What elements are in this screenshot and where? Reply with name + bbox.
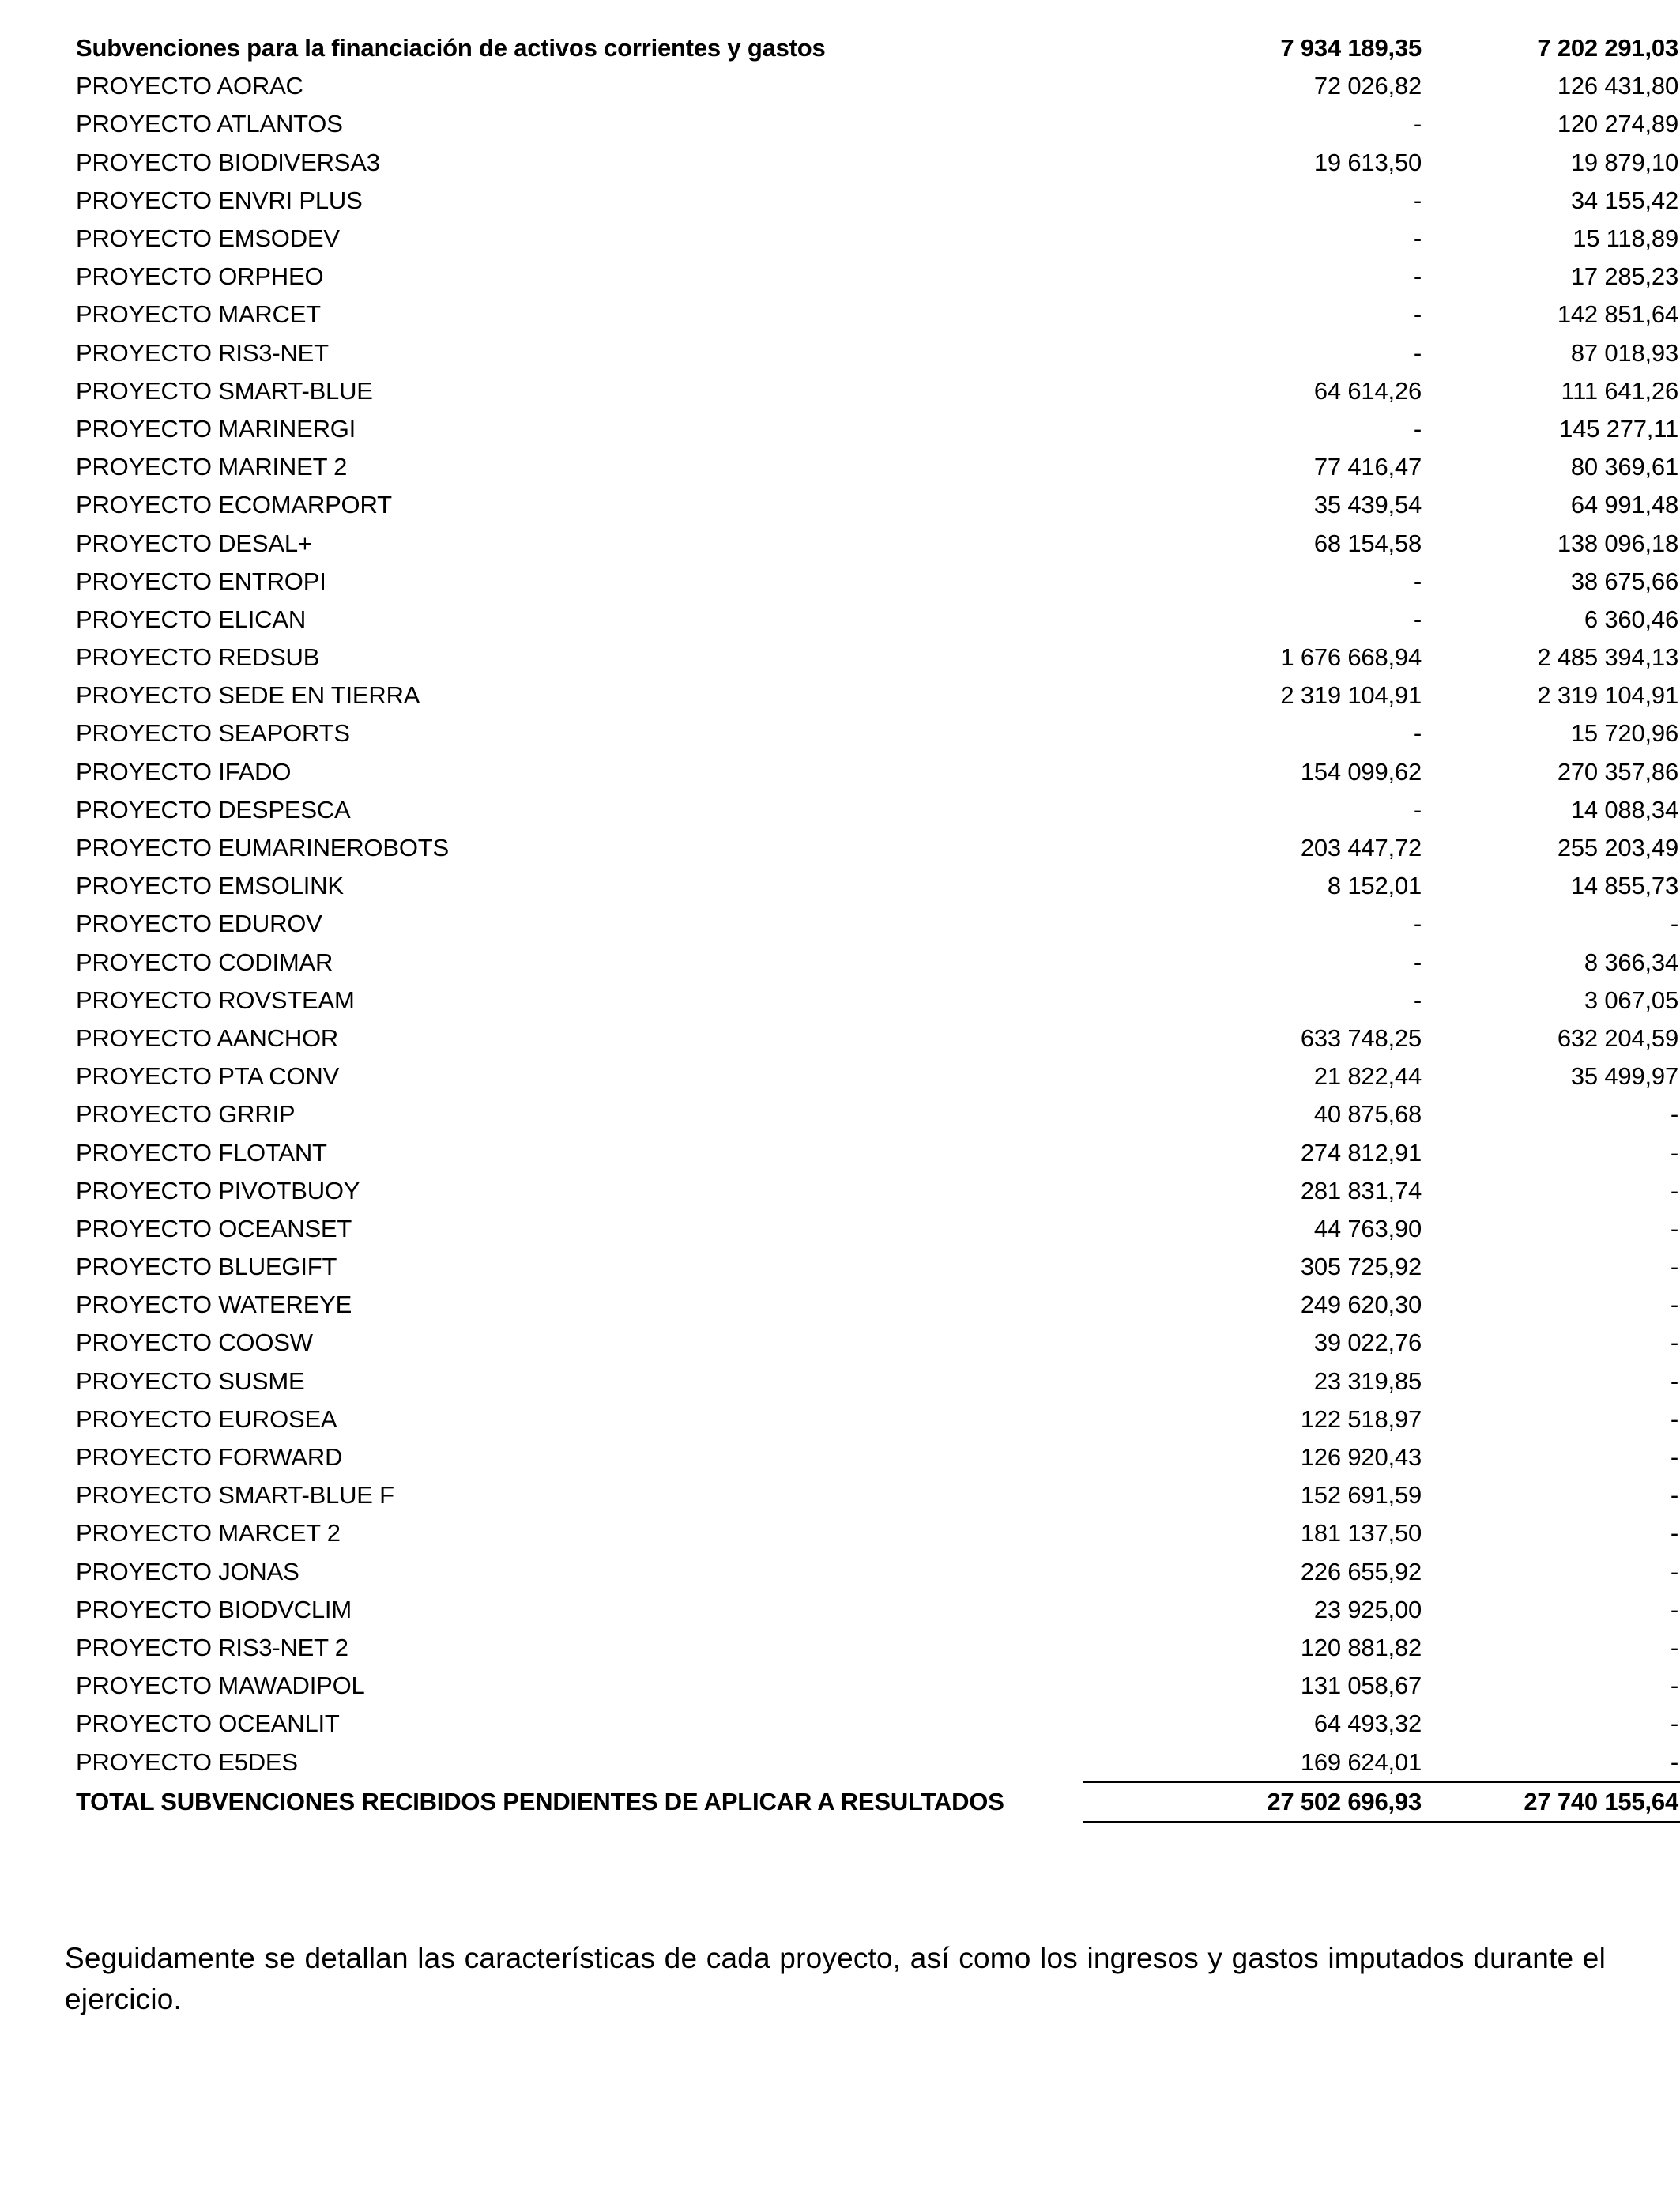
project-value-current: 305 725,92 bbox=[1300, 1253, 1422, 1281]
table-row bbox=[71, 258, 1680, 296]
project-value-previous: 6 360,46 bbox=[1584, 605, 1678, 633]
project-label: PROYECTO MARINERGI bbox=[76, 414, 356, 443]
table-row bbox=[71, 1248, 1680, 1286]
project-label: PROYECTO AANCHOR bbox=[76, 1023, 339, 1052]
project-value-previous: 111 641,26 bbox=[1561, 376, 1678, 405]
project-value-current: 23 925,00 bbox=[1313, 1595, 1422, 1623]
project-value-previous: 138 096,18 bbox=[1557, 529, 1678, 557]
project-label: PROYECTO PTA CONV bbox=[76, 1062, 340, 1091]
table-row bbox=[71, 1020, 1680, 1057]
project-value-previous: 2 485 394,13 bbox=[1537, 643, 1678, 672]
project-label: PROYECTO EMSOLINK bbox=[76, 872, 344, 900]
project-value-previous: - bbox=[1670, 1443, 1678, 1472]
project-label: PROYECTO IFADO bbox=[76, 757, 292, 786]
project-value-current: 131 058,67 bbox=[1300, 1672, 1422, 1700]
project-value-current: 122 518,97 bbox=[1300, 1404, 1422, 1433]
project-label: PROYECTO ENVRI PLUS bbox=[76, 186, 363, 214]
project-value-previous: 17 285,23 bbox=[1570, 262, 1678, 291]
project-label: PROYECTO SMART-BLUE F bbox=[76, 1481, 394, 1510]
project-value-current: 21 822,44 bbox=[1313, 1062, 1422, 1091]
project-label: PROYECTO ORPHEO bbox=[76, 262, 324, 291]
subsidies-table-body bbox=[71, 29, 1680, 1822]
table-row bbox=[71, 1591, 1680, 1629]
table-row bbox=[71, 982, 1680, 1020]
project-value-current: - bbox=[1413, 910, 1422, 938]
project-value-current: - bbox=[1413, 110, 1422, 138]
project-value-previous: 19 879,10 bbox=[1570, 148, 1678, 176]
project-value-current: 40 875,68 bbox=[1313, 1100, 1422, 1129]
table-row bbox=[71, 639, 1680, 677]
project-value-current: - bbox=[1413, 719, 1422, 748]
project-value-previous: - bbox=[1670, 1404, 1678, 1433]
total-label: TOTAL SUBVENCIONES RECIBIDOS PENDIENTES DE APLICAR A RESULTADOS bbox=[76, 1787, 1004, 1815]
project-value-previous: 632 204,59 bbox=[1557, 1023, 1678, 1052]
project-label: PROYECTO CODIMAR bbox=[76, 948, 333, 976]
project-value-current: 281 831,74 bbox=[1300, 1176, 1422, 1204]
project-label: PROYECTO RIS3-NET 2 bbox=[76, 1633, 348, 1661]
table-row bbox=[71, 1476, 1680, 1514]
table-row bbox=[71, 67, 1680, 105]
project-label: PROYECTO E5DES bbox=[76, 1748, 298, 1777]
table-row bbox=[71, 1095, 1680, 1133]
table-row bbox=[71, 410, 1680, 448]
project-value-current: 23 319,85 bbox=[1313, 1367, 1422, 1395]
project-value-previous: - bbox=[1670, 1710, 1678, 1738]
table-row bbox=[71, 486, 1680, 524]
project-value-current: - bbox=[1413, 300, 1422, 329]
project-value-previous: - bbox=[1670, 1672, 1678, 1700]
project-value-previous: - bbox=[1670, 1138, 1678, 1167]
project-label: PROYECTO OCEANSET bbox=[76, 1214, 352, 1242]
project-label: PROYECTO SMART-BLUE bbox=[76, 376, 373, 405]
project-value-previous: 270 357,86 bbox=[1557, 757, 1678, 786]
project-value-current: 68 154,58 bbox=[1313, 529, 1422, 557]
table-row bbox=[71, 1133, 1680, 1171]
project-value-current: 633 748,25 bbox=[1300, 1023, 1422, 1052]
project-label: PROYECTO WATEREYE bbox=[76, 1291, 352, 1319]
project-value-current: 249 620,30 bbox=[1300, 1291, 1422, 1319]
project-label: PROYECTO FORWARD bbox=[76, 1443, 343, 1472]
project-value-previous: - bbox=[1670, 1329, 1678, 1357]
table-row bbox=[71, 1286, 1680, 1324]
table-row bbox=[71, 714, 1680, 752]
project-label: PROYECTO BLUEGIFT bbox=[76, 1253, 337, 1281]
table-row bbox=[71, 1743, 1680, 1781]
table-row bbox=[71, 1438, 1680, 1476]
table-row bbox=[71, 1553, 1680, 1591]
total-value-current: 27 502 696,93 bbox=[1083, 1782, 1439, 1822]
project-label: PROYECTO BIODVCLIM bbox=[76, 1595, 352, 1623]
table-row bbox=[71, 182, 1680, 220]
table-row bbox=[71, 1705, 1680, 1743]
project-value-current: - bbox=[1413, 262, 1422, 291]
project-value-previous: 64 991,48 bbox=[1570, 491, 1678, 519]
table-row bbox=[71, 1400, 1680, 1438]
section-header-label: Subvenciones para la financiación de activos corrientes y gastos bbox=[76, 34, 826, 62]
project-value-previous: 120 274,89 bbox=[1557, 110, 1678, 138]
project-label: PROYECTO MARCET bbox=[76, 300, 321, 329]
project-value-current: - bbox=[1413, 986, 1422, 1014]
project-value-current: 2 319 104,91 bbox=[1280, 681, 1422, 710]
table-row bbox=[71, 220, 1680, 258]
project-value-current: 44 763,90 bbox=[1313, 1214, 1422, 1242]
section-header-value-current: 7 934 189,35 bbox=[1280, 34, 1422, 62]
project-label: PROYECTO PIVOTBUOY bbox=[76, 1176, 360, 1204]
project-label: PROYECTO REDSUB bbox=[76, 643, 320, 672]
project-label: PROYECTO EUMARINEROBOTS bbox=[76, 834, 449, 862]
section-header-value-previous: 7 202 291,03 bbox=[1537, 34, 1678, 62]
project-label: PROYECTO DESAL+ bbox=[76, 529, 312, 557]
project-label: PROYECTO ATLANTOS bbox=[76, 110, 343, 138]
project-value-current: - bbox=[1413, 795, 1422, 824]
project-label: PROYECTO DESPESCA bbox=[76, 795, 351, 824]
project-label: PROYECTO AORAC bbox=[76, 72, 303, 100]
project-value-previous: - bbox=[1670, 1253, 1678, 1281]
project-value-previous: - bbox=[1670, 1214, 1678, 1242]
project-value-previous: 34 155,42 bbox=[1570, 186, 1678, 214]
project-value-current: - bbox=[1413, 605, 1422, 633]
table-row bbox=[71, 1057, 1680, 1095]
table-row bbox=[71, 524, 1680, 562]
project-value-previous: 35 499,97 bbox=[1570, 1062, 1678, 1091]
description-paragraph: Seguidamente se detallan las características de cada proyecto, así como los ingresos y gastos imputados durante el ejercicio. bbox=[65, 1942, 1606, 2015]
project-value-previous: 145 277,11 bbox=[1559, 414, 1678, 443]
table-row bbox=[71, 1629, 1680, 1667]
project-label: PROYECTO OCEANLIT bbox=[76, 1710, 340, 1738]
table-row bbox=[71, 1363, 1680, 1400]
project-value-previous: - bbox=[1670, 1633, 1678, 1661]
table-row bbox=[71, 1514, 1680, 1552]
project-value-current: 64 614,26 bbox=[1313, 376, 1422, 405]
project-value-current: 274 812,91 bbox=[1300, 1138, 1422, 1167]
project-label: PROYECTO ENTROPI bbox=[76, 567, 326, 595]
table-row bbox=[71, 601, 1680, 639]
project-label: PROYECTO SEDE EN TIERRA bbox=[76, 681, 420, 710]
project-value-current: 64 493,32 bbox=[1313, 1710, 1422, 1738]
project-value-previous: 15 720,96 bbox=[1570, 719, 1678, 748]
table-row bbox=[71, 944, 1680, 982]
table-row bbox=[71, 829, 1680, 867]
project-value-current: 39 022,76 bbox=[1313, 1329, 1422, 1357]
project-value-current: 181 137,50 bbox=[1300, 1519, 1422, 1547]
table-row bbox=[71, 905, 1680, 943]
project-value-current: 120 881,82 bbox=[1300, 1633, 1422, 1661]
project-value-previous: 15 118,89 bbox=[1573, 224, 1678, 253]
project-label: PROYECTO SUSME bbox=[76, 1367, 305, 1395]
project-value-previous: 3 067,05 bbox=[1584, 986, 1678, 1014]
project-value-current: 77 416,47 bbox=[1313, 453, 1422, 481]
table-row bbox=[71, 753, 1680, 791]
table-row bbox=[71, 144, 1680, 182]
project-value-previous: 87 018,93 bbox=[1570, 338, 1678, 367]
project-value-current: - bbox=[1413, 186, 1422, 214]
project-label: PROYECTO MARCET 2 bbox=[76, 1519, 341, 1547]
table-row bbox=[71, 334, 1680, 372]
project-value-current: - bbox=[1413, 414, 1422, 443]
table-row bbox=[71, 105, 1680, 143]
project-label: PROYECTO MARINET 2 bbox=[76, 453, 348, 481]
project-label: PROYECTO EMSODEV bbox=[76, 224, 340, 253]
project-value-previous: 14 088,34 bbox=[1570, 795, 1678, 824]
project-value-previous: - bbox=[1670, 1100, 1678, 1129]
project-value-previous: 38 675,66 bbox=[1570, 567, 1678, 595]
project-label: PROYECTO FLOTANT bbox=[76, 1138, 327, 1167]
project-label: PROYECTO SEAPORTS bbox=[76, 719, 350, 748]
project-value-previous: 8 366,34 bbox=[1584, 948, 1678, 976]
project-value-current: 35 439,54 bbox=[1313, 491, 1422, 519]
table-row bbox=[71, 1210, 1680, 1248]
total-value-previous: 27 740 155,64 bbox=[1439, 1782, 1680, 1822]
project-value-current: - bbox=[1413, 567, 1422, 595]
project-value-current: 203 447,72 bbox=[1300, 834, 1422, 862]
project-label: PROYECTO ROVSTEAM bbox=[76, 986, 355, 1014]
project-value-previous: - bbox=[1670, 1481, 1678, 1510]
project-label: PROYECTO GRRIP bbox=[76, 1100, 296, 1129]
project-value-current: 226 655,92 bbox=[1300, 1557, 1422, 1585]
project-value-previous: 2 319 104,91 bbox=[1537, 681, 1678, 710]
section-header-row bbox=[71, 29, 1680, 67]
project-value-previous: - bbox=[1439, 1743, 1680, 1781]
table-row bbox=[71, 867, 1680, 905]
project-value-previous: 80 369,61 bbox=[1570, 453, 1678, 481]
project-value-current: - bbox=[1413, 948, 1422, 976]
project-value-current: 126 920,43 bbox=[1300, 1443, 1422, 1472]
table-row bbox=[71, 448, 1680, 486]
project-value-previous: - bbox=[1670, 910, 1678, 938]
project-value-current: 154 099,62 bbox=[1300, 757, 1422, 786]
table-row bbox=[71, 372, 1680, 410]
project-label: PROYECTO ELICAN bbox=[76, 605, 307, 633]
project-value-previous: 255 203,49 bbox=[1557, 834, 1678, 862]
project-value-current: 1 676 668,94 bbox=[1280, 643, 1422, 672]
project-value-current: - bbox=[1413, 224, 1422, 253]
project-value-current: 152 691,59 bbox=[1300, 1481, 1422, 1510]
project-value-current: 19 613,50 bbox=[1313, 148, 1422, 176]
project-value-previous: - bbox=[1670, 1557, 1678, 1585]
project-value-previous: - bbox=[1670, 1595, 1678, 1623]
project-value-previous: - bbox=[1670, 1519, 1678, 1547]
project-value-previous: 142 851,64 bbox=[1557, 300, 1678, 329]
project-label: PROYECTO RIS3-NET bbox=[76, 338, 329, 367]
project-label: PROYECTO EUROSEA bbox=[76, 1404, 337, 1433]
project-value-current: 169 624,01 bbox=[1083, 1743, 1439, 1781]
project-value-current: 72 026,82 bbox=[1313, 72, 1422, 100]
project-label: PROYECTO MAWADIPOL bbox=[76, 1672, 365, 1700]
project-value-previous: - bbox=[1670, 1291, 1678, 1319]
table-row bbox=[71, 563, 1680, 601]
project-label: PROYECTO COOSW bbox=[76, 1329, 313, 1357]
table-row bbox=[71, 677, 1680, 714]
table-row bbox=[71, 791, 1680, 829]
project-label: PROYECTO JONAS bbox=[76, 1557, 299, 1585]
project-value-previous: - bbox=[1670, 1367, 1678, 1395]
table-row bbox=[71, 296, 1680, 334]
project-value-current: - bbox=[1413, 338, 1422, 367]
project-value-previous: 14 855,73 bbox=[1570, 872, 1678, 900]
total-row bbox=[71, 1782, 1680, 1822]
project-value-current: 8 152,01 bbox=[1327, 872, 1422, 900]
project-value-previous: 126 431,80 bbox=[1557, 72, 1678, 100]
subsidies-table bbox=[71, 29, 1680, 1823]
project-label: PROYECTO BIODIVERSA3 bbox=[76, 148, 380, 176]
project-label: PROYECTO EDUROV bbox=[76, 910, 322, 938]
project-value-previous: - bbox=[1670, 1176, 1678, 1204]
table-row bbox=[71, 1324, 1680, 1362]
table-row bbox=[71, 1172, 1680, 1210]
table-row bbox=[71, 1667, 1680, 1705]
project-label: PROYECTO ECOMARPORT bbox=[76, 491, 392, 519]
